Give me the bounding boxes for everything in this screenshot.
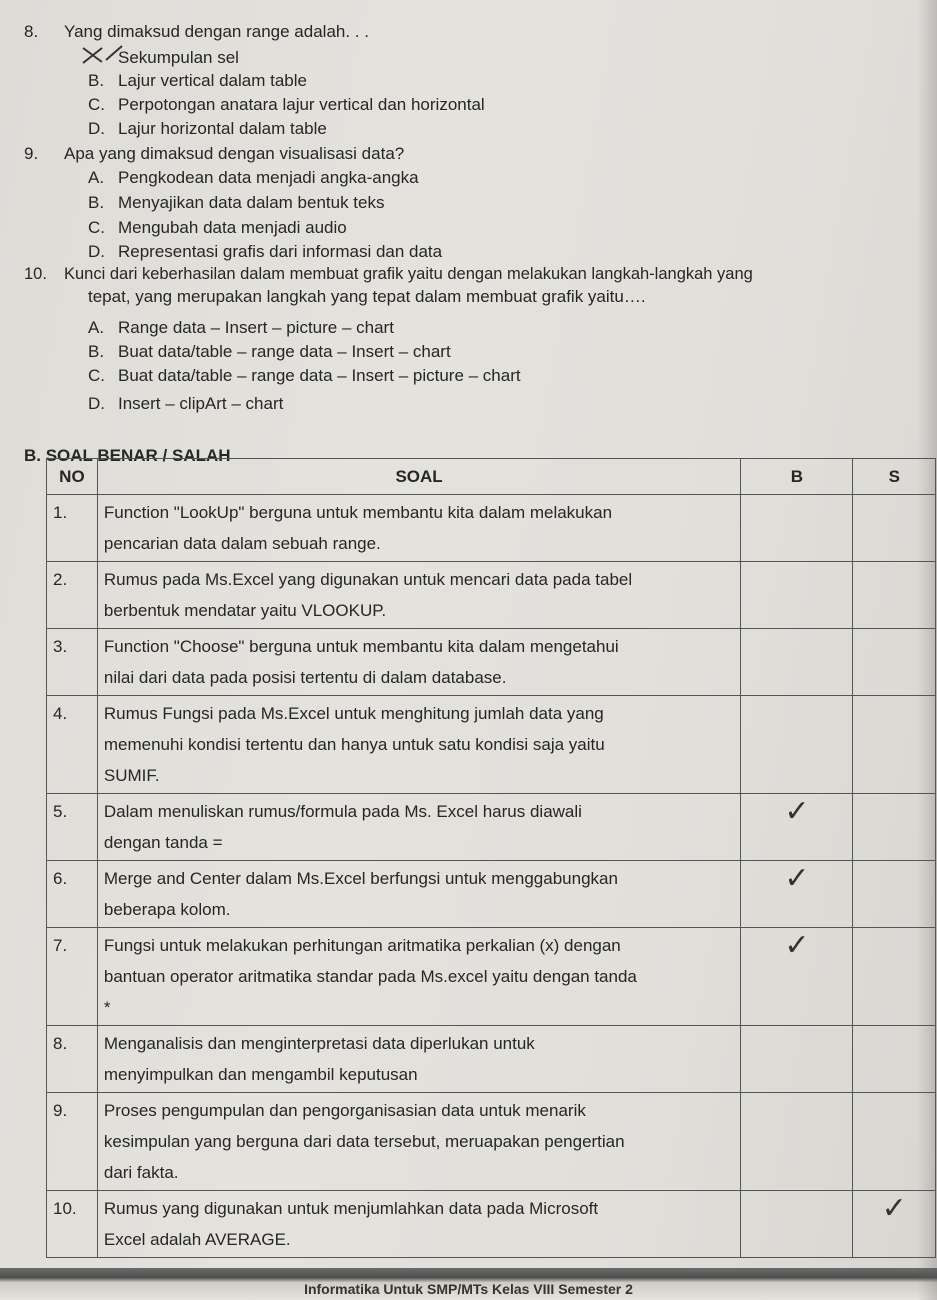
statement-line: Rumus Fungsi pada Ms.Excel untuk menghitung jumlah data yang bbox=[103, 704, 604, 723]
row-number: 10. bbox=[47, 1191, 98, 1258]
statement-line: Dalam menuliskan rumus/formula pada Ms. Excel harus diawali bbox=[103, 802, 582, 821]
statement-line: berbentuk mendatar yaitu VLOOKUP. bbox=[103, 601, 387, 620]
question-text: Yang dimaksud dengan range adalah. . . bbox=[64, 22, 369, 41]
statement-line: Function "Choose" berguna untuk membantu kita dalam mengetahui bbox=[103, 637, 619, 656]
benar-check-cell[interactable] bbox=[741, 696, 853, 794]
true-false-table bbox=[46, 458, 936, 1258]
statement-cell bbox=[97, 629, 740, 696]
statement-cell bbox=[97, 861, 740, 928]
statement-line: menyimpulkan dan mengambil keputusan bbox=[103, 1065, 418, 1084]
statement-line: kesimpulan yang berguna dari data tersebut, meruapakan pengertian bbox=[103, 1132, 625, 1151]
question-8 bbox=[24, 22, 369, 42]
option-8c bbox=[88, 95, 485, 115]
option-8b bbox=[88, 71, 307, 91]
row-number: 3. bbox=[47, 629, 98, 696]
option-9c bbox=[88, 218, 347, 238]
statement-cell bbox=[97, 1093, 740, 1191]
option-9a bbox=[88, 168, 419, 188]
option-9d bbox=[88, 242, 442, 262]
question-9 bbox=[24, 144, 404, 164]
table-row bbox=[47, 629, 936, 696]
question-number: 9. bbox=[24, 144, 39, 163]
table-row bbox=[47, 696, 936, 794]
statement-line: * bbox=[103, 998, 111, 1017]
row-number: 9. bbox=[47, 1093, 98, 1191]
option-letter: B. bbox=[88, 71, 105, 90]
option-letter: B. bbox=[88, 193, 105, 212]
option-text: Sekumpulan sel bbox=[118, 48, 239, 67]
header-benar: B bbox=[741, 459, 853, 495]
option-text: Lajur horizontal dalam table bbox=[118, 119, 327, 138]
benar-check-cell[interactable] bbox=[741, 1026, 853, 1093]
table-header-row bbox=[47, 459, 936, 495]
row-number: 7. bbox=[47, 928, 98, 1026]
option-letter: C. bbox=[88, 95, 105, 114]
row-number: 4. bbox=[47, 696, 98, 794]
statement-line: dari fakta. bbox=[103, 1163, 179, 1182]
option-10b bbox=[88, 342, 451, 362]
statement-line: Rumus pada Ms.Excel yang digunakan untuk mencari data pada tabel bbox=[103, 570, 633, 589]
header-soal: SOAL bbox=[97, 459, 740, 495]
option-text: Mengubah data menjadi audio bbox=[118, 218, 347, 237]
statement-cell bbox=[97, 562, 740, 629]
table-row bbox=[47, 794, 936, 861]
option-text: Range data – Insert – picture – chart bbox=[118, 318, 394, 337]
option-text: Lajur vertical dalam table bbox=[118, 71, 307, 90]
statement-line: nilai dari data pada posisi tertentu di dalam database. bbox=[103, 668, 507, 687]
option-text: Pengkodean data menjadi angka-angka bbox=[118, 168, 419, 187]
option-text: Buat data/table – range data – Insert – picture – chart bbox=[118, 366, 521, 385]
statement-cell bbox=[97, 794, 740, 861]
statement-line: Fungsi untuk melakukan perhitungan aritmatika perkalian (x) dengan bbox=[103, 936, 621, 955]
benar-check-cell[interactable] bbox=[741, 1191, 853, 1258]
table-row bbox=[47, 861, 936, 928]
option-10c bbox=[88, 366, 521, 386]
table-row bbox=[47, 1026, 936, 1093]
option-10a bbox=[88, 318, 394, 338]
header-salah: S bbox=[853, 459, 936, 495]
option-letter: D. bbox=[88, 242, 105, 261]
table-row bbox=[47, 1093, 936, 1191]
statement-line: SUMIF. bbox=[103, 766, 160, 785]
option-8a bbox=[88, 48, 239, 68]
option-letter: B. bbox=[88, 342, 105, 361]
header-no: NO bbox=[47, 459, 98, 495]
benar-check-cell[interactable] bbox=[741, 629, 853, 696]
page-edge-shadow bbox=[917, 0, 937, 1300]
section-b-title: B. SOAL BENAR / SALAH bbox=[24, 446, 231, 465]
salah-check-cell[interactable]: ✓ bbox=[853, 1191, 936, 1258]
question-number: 10. bbox=[24, 265, 47, 283]
statement-line: Rumus yang digunakan untuk menjumlahkan data pada Microsoft bbox=[103, 1199, 599, 1218]
question-text-line-2: tepat, yang merupakan langkah yang tepat dalam membuat grafik yaitu…. bbox=[88, 287, 646, 306]
option-text: Buat data/table – range data – Insert – chart bbox=[118, 342, 451, 361]
table-row bbox=[47, 928, 936, 1026]
option-text: Representasi grafis dari informasi dan data bbox=[118, 242, 443, 261]
row-number: 8. bbox=[47, 1026, 98, 1093]
row-number: 1. bbox=[47, 495, 98, 562]
question-text: Apa yang dimaksud dengan visualisasi data? bbox=[64, 144, 405, 163]
option-letter: D. bbox=[88, 119, 105, 138]
statement-line: Merge and Center dalam Ms.Excel berfungsi untuk menggabungkan bbox=[103, 869, 618, 888]
statement-line: beberapa kolom. bbox=[103, 900, 231, 919]
question-number: 8. bbox=[24, 22, 39, 41]
row-number: 2. bbox=[47, 562, 98, 629]
option-text: Perpotongan anatara lajur vertical dan horizontal bbox=[118, 95, 485, 114]
option-letter: C. bbox=[88, 366, 105, 385]
statement-cell bbox=[97, 696, 740, 794]
table-row bbox=[47, 495, 936, 562]
option-letter: A. bbox=[88, 318, 105, 337]
option-letter: C. bbox=[88, 218, 105, 237]
statement-cell bbox=[97, 1191, 740, 1258]
statement-line: Proses pengumpulan dan pengorganisasian data untuk menarik bbox=[103, 1101, 586, 1120]
option-letter: D. bbox=[88, 394, 105, 413]
option-9b bbox=[88, 193, 385, 213]
statement-line: Menganalisis dan menginterpretasi data diperlukan untuk bbox=[103, 1034, 535, 1053]
option-10d bbox=[88, 394, 283, 414]
table-row bbox=[47, 1191, 936, 1258]
footer-title: Informatika Untuk SMP/MTs Kelas VIII Semester 2 bbox=[304, 1281, 633, 1297]
statement-line: Excel adalah AVERAGE. bbox=[103, 1230, 291, 1249]
statement-line: pencarian data dalam sebuah range. bbox=[103, 534, 381, 553]
statement-line: dengan tanda = bbox=[103, 833, 223, 852]
option-text: Menyajikan data dalam bentuk teks bbox=[118, 193, 385, 212]
benar-check-cell[interactable] bbox=[741, 495, 853, 562]
table-row bbox=[47, 562, 936, 629]
question-10-continued bbox=[88, 287, 646, 307]
option-text: Insert – clipArt – chart bbox=[118, 394, 284, 413]
benar-check-cell[interactable]: ✓ bbox=[741, 928, 853, 1026]
row-number: 5. bbox=[47, 794, 98, 861]
option-8d bbox=[88, 119, 327, 139]
statement-cell bbox=[97, 928, 740, 1026]
benar-check-cell[interactable] bbox=[741, 1093, 853, 1191]
statement-cell bbox=[97, 495, 740, 562]
question-10 bbox=[24, 264, 753, 284]
benar-check-cell[interactable]: ✓ bbox=[741, 794, 853, 861]
statement-line: bantuan operator aritmatika standar pada Ms.excel yaitu dengan tanda bbox=[103, 967, 637, 986]
benar-check-cell[interactable]: ✓ bbox=[741, 861, 853, 928]
option-letter: A. bbox=[88, 168, 105, 187]
benar-check-cell[interactable] bbox=[741, 562, 853, 629]
statement-line: memenuhi kondisi tertentu dan hanya untuk satu kondisi saja yaitu bbox=[103, 735, 605, 754]
statement-line: Function "LookUp" berguna untuk membantu kita dalam melakukan bbox=[103, 503, 613, 522]
statement-cell bbox=[97, 1026, 740, 1093]
question-text: Kunci dari keberhasilan dalam membuat grafik yaitu dengan melakukan langkah-langkah yang bbox=[64, 265, 753, 283]
row-number: 6. bbox=[47, 861, 98, 928]
